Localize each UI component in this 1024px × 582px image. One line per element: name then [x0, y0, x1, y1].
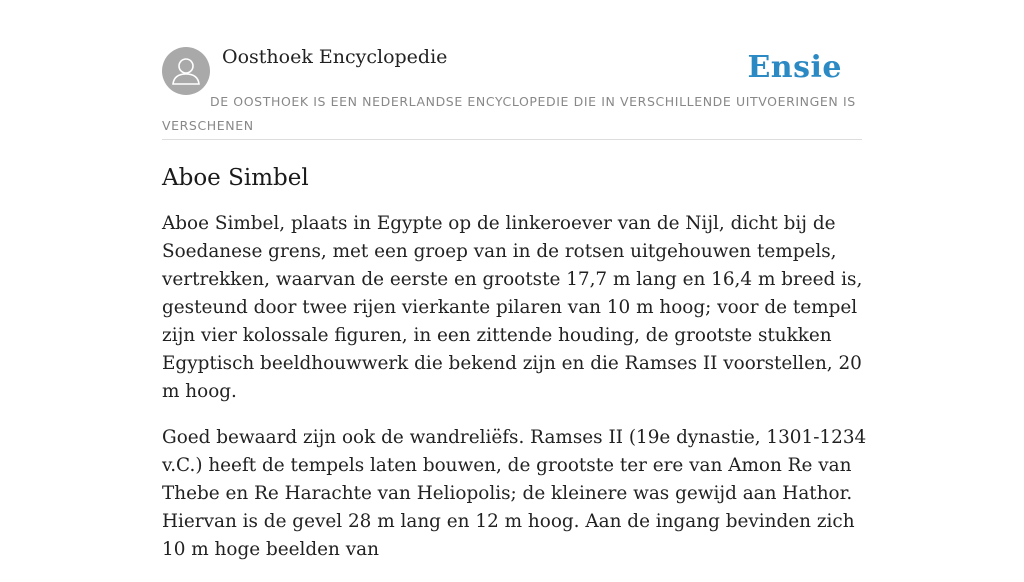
article [162, 162, 867, 582]
ensie-logo[interactable]: Ensie [747, 50, 842, 85]
header-divider [162, 139, 862, 140]
site-header [162, 40, 862, 140]
publication-tagline: DE OOSTHOEK IS EEN NEDERLANDSE ENCYCLOPEDIE DIE IN VERSCHILLENDE UITVOERINGEN IS VERSCHENEN [162, 94, 856, 133]
user-avatar-icon[interactable] [162, 47, 210, 95]
article-paragraph-1: Aboe Simbel, plaats in Egypte op de linkeroever van de Nijl, dicht bij de Soedanese grens, met een groep van in de rotsen uitgehouwen tempels, vertrekken, waarvan de eerste en grootste 17,7 m lang en 16,4 m breed is, gesteund door twee rijen vierkante pilaren van 10 m hoog; voor de tempel zijn vier kolossale figuren, in een zittende houding, de grootste stukken Egyptisch beeldhouwwerk die bekend zijn en die Ramses II voorstellen, 20 m hoog. [162, 213, 863, 402]
article-paragraph-2: Goed bewaard zijn ook de wandreliëfs. Ramses II (19e dynastie, 1301-1234 v.C.) heeft de tempels laten bouwen, de grootste ter ere van Amon Re van Thebe en Re Harachte van Heliopolis; de kleinere was gewijd aan Hathor. Hiervan is de gevel 28 m lang en 12 m hoog. Aan de ingang bevinden zich 10 m hoge beelden van [162, 427, 867, 560]
publication-title[interactable]: Oosthoek Encyclopedie [222, 46, 448, 68]
article-title: Aboe Simbel [162, 165, 309, 191]
